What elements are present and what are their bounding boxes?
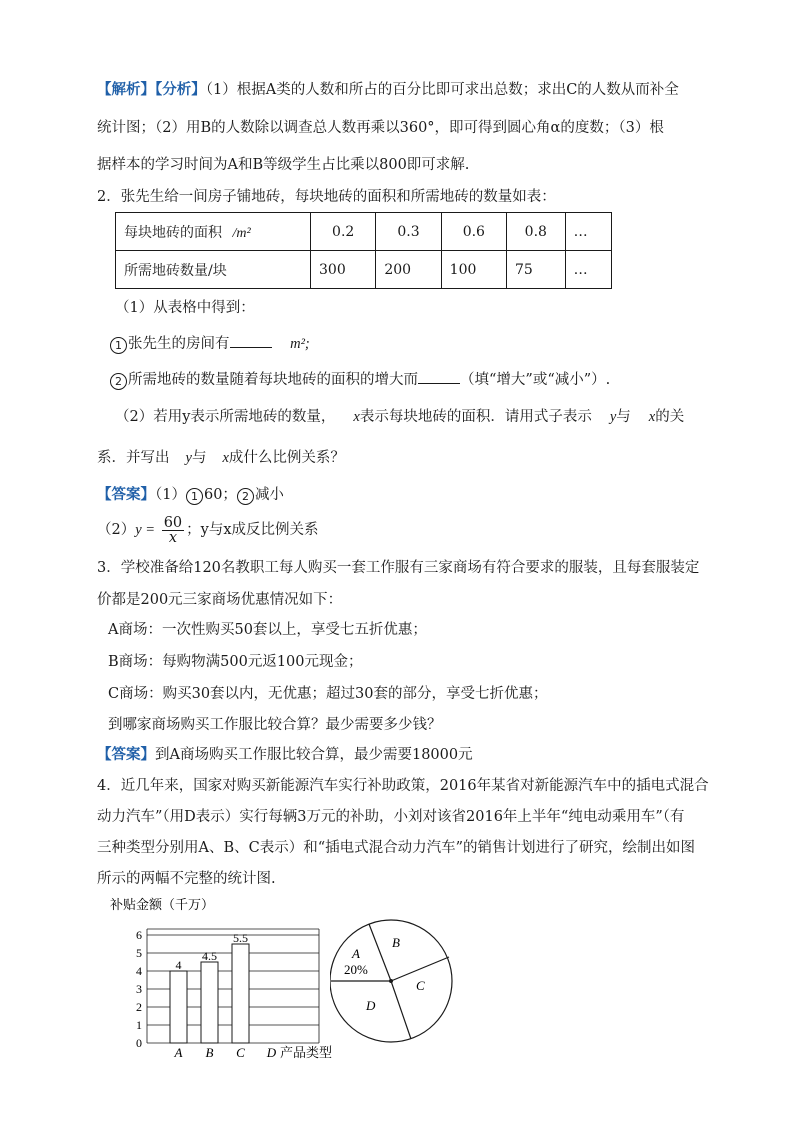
pie-divider — [369, 924, 391, 981]
q2-sub2-line2 — [97, 448, 345, 468]
x-axis-label: 产品类型 — [280, 1046, 333, 1061]
circled-number-icon: 2 — [110, 373, 127, 390]
q3-stem-1: 3．学校准备给120名教职工每人购买一套工作服有三家商场有符合要求的服装，且每套服装定 — [97, 560, 700, 576]
y-tick-label: 0 — [136, 1036, 142, 1050]
analysis-text-1: （1）根据A类的人数和所占的百分比即可求出总数；求出C的人数从而补全 — [205, 82, 679, 98]
table-cell: 100 — [441, 251, 506, 289]
item2-text: 所需地砖的数量随着每块地砖的面积的增大而 — [128, 372, 418, 388]
table-row — [116, 213, 612, 251]
q4-line-3: 三种类型分别用A、B、C表示）和“插电式混合动力汽车”的销售计划进行了研究，绘制出如图 — [97, 840, 696, 856]
answer-tag: 【答案】 — [97, 486, 155, 503]
x-tick-label: C — [236, 1045, 245, 1060]
data-label: 4.5 — [202, 949, 217, 963]
sub2-text-a: （2）若用y表示所需地砖的数量， — [115, 409, 336, 425]
bar-chart — [100, 893, 360, 1068]
pie-percent-a: 20% — [344, 962, 368, 977]
sub2-line2-b: 与 — [191, 450, 207, 466]
analysis-line-3: 据样本的学习时间为A和B等级学生占比乘以800即可求解. — [97, 157, 470, 173]
bars — [170, 931, 249, 1043]
analysis-line-1 — [97, 80, 679, 100]
table-cell: 0.6 — [441, 213, 506, 251]
q4-line-1: 4．近几年来，国家对购买新能源汽车实行补助政策，2016年某省对新能源汽车中的插电式混合 — [97, 778, 709, 794]
item1-unit: m²; — [290, 336, 310, 352]
sub2-text-d: 的关 — [655, 409, 685, 425]
y-tick-label: 3 — [136, 982, 142, 996]
answer-value: 减小 — [254, 487, 284, 503]
table-row — [116, 251, 612, 289]
q3-option-a: A商场：一次性购买50套以上，享受七五折优惠； — [108, 622, 427, 638]
answer-value: 60； — [203, 487, 237, 503]
q3-ask: 到哪家商场购买工作服比较合算？最少需要多少钱？ — [108, 717, 442, 733]
q2-item2 — [110, 369, 610, 390]
answer-blank — [230, 333, 272, 348]
table-cell: 0.2 — [311, 213, 376, 251]
sub2-line2-c: 成什么比例关系？ — [228, 450, 345, 466]
q4-line-4: 所示的两幅不完整的统计图. — [97, 871, 276, 887]
q2-item1 — [110, 333, 310, 354]
answer-blank — [418, 369, 460, 384]
table-cell-label: 所需地砖数量/块 — [116, 251, 311, 289]
fraction — [162, 516, 184, 545]
x-tick-label: A — [174, 1045, 183, 1060]
answer-part: （1） — [155, 487, 186, 503]
table-cell: 75 — [506, 251, 565, 289]
pie-label-b: B — [392, 935, 400, 950]
q2-sub1: （1）从表格中得到： — [115, 300, 255, 316]
y-ticks — [136, 928, 142, 1050]
table-cell: 300 — [311, 251, 376, 289]
q3-answer — [97, 745, 473, 765]
var-y: y — [609, 409, 617, 425]
pie-label-d: D — [366, 998, 376, 1013]
q2-sub2-line1 — [115, 407, 684, 427]
answer-text: 到A商场购买工作服比较合算，最少需要18000元 — [155, 747, 473, 763]
y-tick-label: 5 — [136, 946, 142, 960]
fraction-denominator: x — [168, 529, 178, 546]
circled-number-icon: 1 — [186, 488, 203, 505]
tile-table — [115, 212, 612, 289]
table-cell: 200 — [376, 251, 441, 289]
item2-tail: （填“增大”或“减小”）. — [460, 372, 611, 388]
area-label: 每块地砖的面积 — [124, 224, 222, 241]
pie-label-c: C — [416, 978, 425, 993]
bar — [232, 944, 249, 1043]
bar — [201, 962, 218, 1043]
pie-chart — [330, 918, 460, 1050]
analysis-line-2: 统计图；（2）用B的人数除以调查总人数再乘以360°，即可得到圆心角α的度数；（3）根 — [97, 120, 664, 136]
answer-tail: ；y与x成反比例关系 — [186, 522, 319, 538]
pie-center — [389, 979, 393, 983]
circled-number-icon: 1 — [110, 337, 127, 354]
y-tick-label: 6 — [136, 928, 142, 942]
y-tick-label: 1 — [136, 1018, 142, 1032]
analysis-tag: 【解析】 — [97, 81, 155, 98]
q2-answer-2 — [97, 514, 319, 546]
pie-divider — [391, 981, 411, 1039]
analysis-sub-tag: 【分析】 — [155, 81, 206, 98]
sub2-text-b: 表示每块地砖的面积．请用式子表示 — [359, 409, 592, 425]
circled-number-icon: 2 — [237, 488, 254, 505]
y-axis-label: 补贴金额（千万） — [110, 898, 215, 913]
answer-tag: 【答案】 — [97, 746, 155, 763]
q3-option-c: C商场：购买30套以内，无优惠；超过30套的部分，享受七折优惠； — [108, 686, 548, 702]
answer-part: （2） — [97, 522, 136, 538]
y-tick-label: 2 — [136, 1000, 142, 1014]
table-cell: 0.8 — [506, 213, 565, 251]
data-label: 4 — [175, 958, 182, 972]
table-cell: 0.3 — [376, 213, 441, 251]
sub2-text-c: 与 — [616, 409, 631, 425]
x-ticks — [174, 1045, 277, 1060]
area-unit: /m² — [232, 225, 251, 241]
var-x: x — [353, 409, 360, 425]
data-label: 5.5 — [233, 931, 248, 945]
var-x: x — [648, 409, 656, 425]
x-tick-label: B — [205, 1045, 214, 1060]
q2-stem: 2．张先生给一间房子铺地砖，每块地砖的面积和所需地砖的数量如表： — [97, 189, 556, 205]
var-y: y — [185, 450, 192, 466]
table-cell-label — [116, 213, 311, 251]
fraction-numerator: 60 — [163, 514, 183, 531]
y-tick-label: 4 — [136, 964, 142, 978]
table-cell: … — [565, 213, 611, 251]
pie-label-a: A — [352, 946, 360, 961]
q3-option-b: B商场：每购物满500元返100元现金； — [108, 654, 363, 670]
bar — [170, 971, 187, 1043]
q3-stem-2: 价都是200元三家商场优惠情况如下： — [97, 592, 343, 608]
formula-lhs: y = — [135, 522, 156, 538]
x-tick-label: D — [266, 1045, 277, 1060]
q2-answer-1 — [97, 485, 284, 505]
item1-text: 张先生的房间有 — [128, 336, 230, 352]
var-x: x — [222, 450, 229, 466]
sub2-line2-a: 系．并写出 — [97, 450, 170, 466]
q4-line-2: 动力汽车”（用D表示）实行每辆3万元的补助，小刘对该省2016年上半年“纯电动乘用车”（有 — [97, 809, 685, 825]
table-cell: … — [565, 251, 611, 289]
